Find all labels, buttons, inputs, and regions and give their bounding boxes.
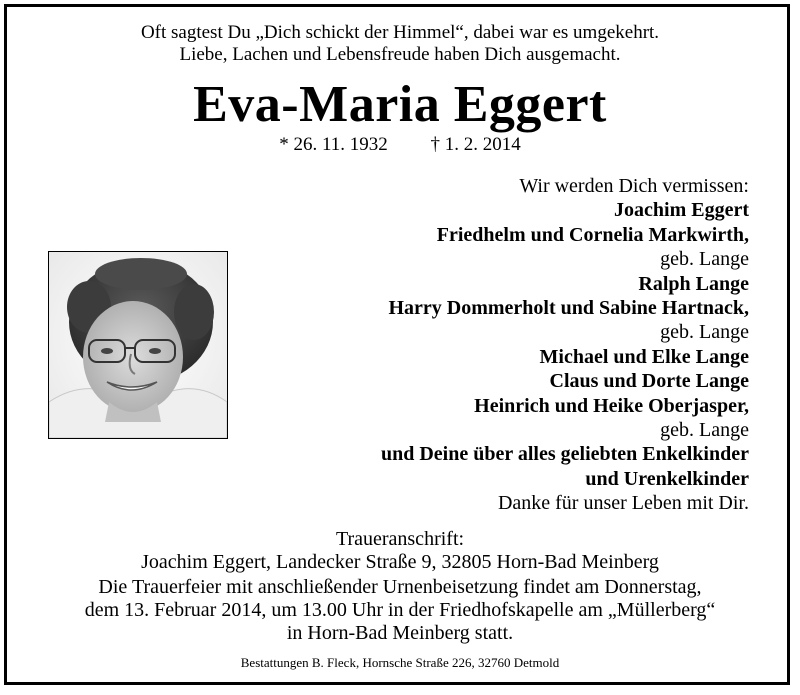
mourners-list <box>229 174 749 516</box>
mourner-line: Joachim Eggert <box>614 199 749 222</box>
intro-line: Oft sagtest Du „Dich schickt der Himmel“, dabei war es umgekehrt. <box>140 22 660 43</box>
intro-verse <box>0 22 800 66</box>
mourner-line: geb. Lange <box>660 321 749 344</box>
deceased-name: Eva-Maria Eggert <box>193 76 607 133</box>
funeral-announcement <box>0 576 800 645</box>
mourner-line: Harry Dommerholt und Sabine Hartnack, <box>388 297 749 320</box>
mourner-line: geb. Lange <box>660 419 749 442</box>
birth-date: * 26. 11. 1932 <box>279 134 388 155</box>
mourner-line: Ralph Lange <box>638 272 749 295</box>
mourner-line: und Deine über alles geliebten Enkelkinder <box>380 443 749 466</box>
mourner-line: Claus und Dorte Lange <box>549 370 749 393</box>
mourner-line: Friedhelm und Cornelia Markwirth, <box>436 223 749 246</box>
mourner-line: Wir werden Dich vermissen: <box>519 175 749 197</box>
death-date: † 1. 2. 2014 <box>430 134 521 155</box>
mourner-line: geb. Lange <box>660 248 749 271</box>
condolence-address <box>0 528 800 574</box>
intro-line: Liebe, Lachen und Lebensfreude haben Dich ausgemacht. <box>179 44 621 65</box>
mourner-line: und Urenkelkinder <box>585 467 749 490</box>
mourner-line: Danke für unser Leben mit Dir. <box>497 492 749 515</box>
address-label: Traueranschrift: <box>335 528 465 550</box>
portrait-photo <box>48 251 228 439</box>
mourner-line: Heinrich und Heike Oberjasper, <box>474 394 749 417</box>
life-dates <box>0 134 800 156</box>
undertaker-info: Bestattungen B. Fleck, Hornsche Straße 226, 32760 Detmold <box>240 655 560 670</box>
portrait-image <box>49 252 227 438</box>
ceremony-line: dem 13. Februar 2014, um 13.00 Uhr in der Friedhofskapelle am „Müllerberg“ <box>84 599 716 621</box>
mourner-line: Michael und Elke Lange <box>539 345 749 368</box>
address-text: Joachim Eggert, Landecker Straße 9, 32805 Horn-Bad Meinberg <box>141 551 659 573</box>
ceremony-line: Die Trauerfeier mit anschließender Urnenbeisetzung findet am Donnerstag, <box>98 576 702 598</box>
ceremony-line: in Horn-Bad Meinberg statt. <box>286 622 514 644</box>
